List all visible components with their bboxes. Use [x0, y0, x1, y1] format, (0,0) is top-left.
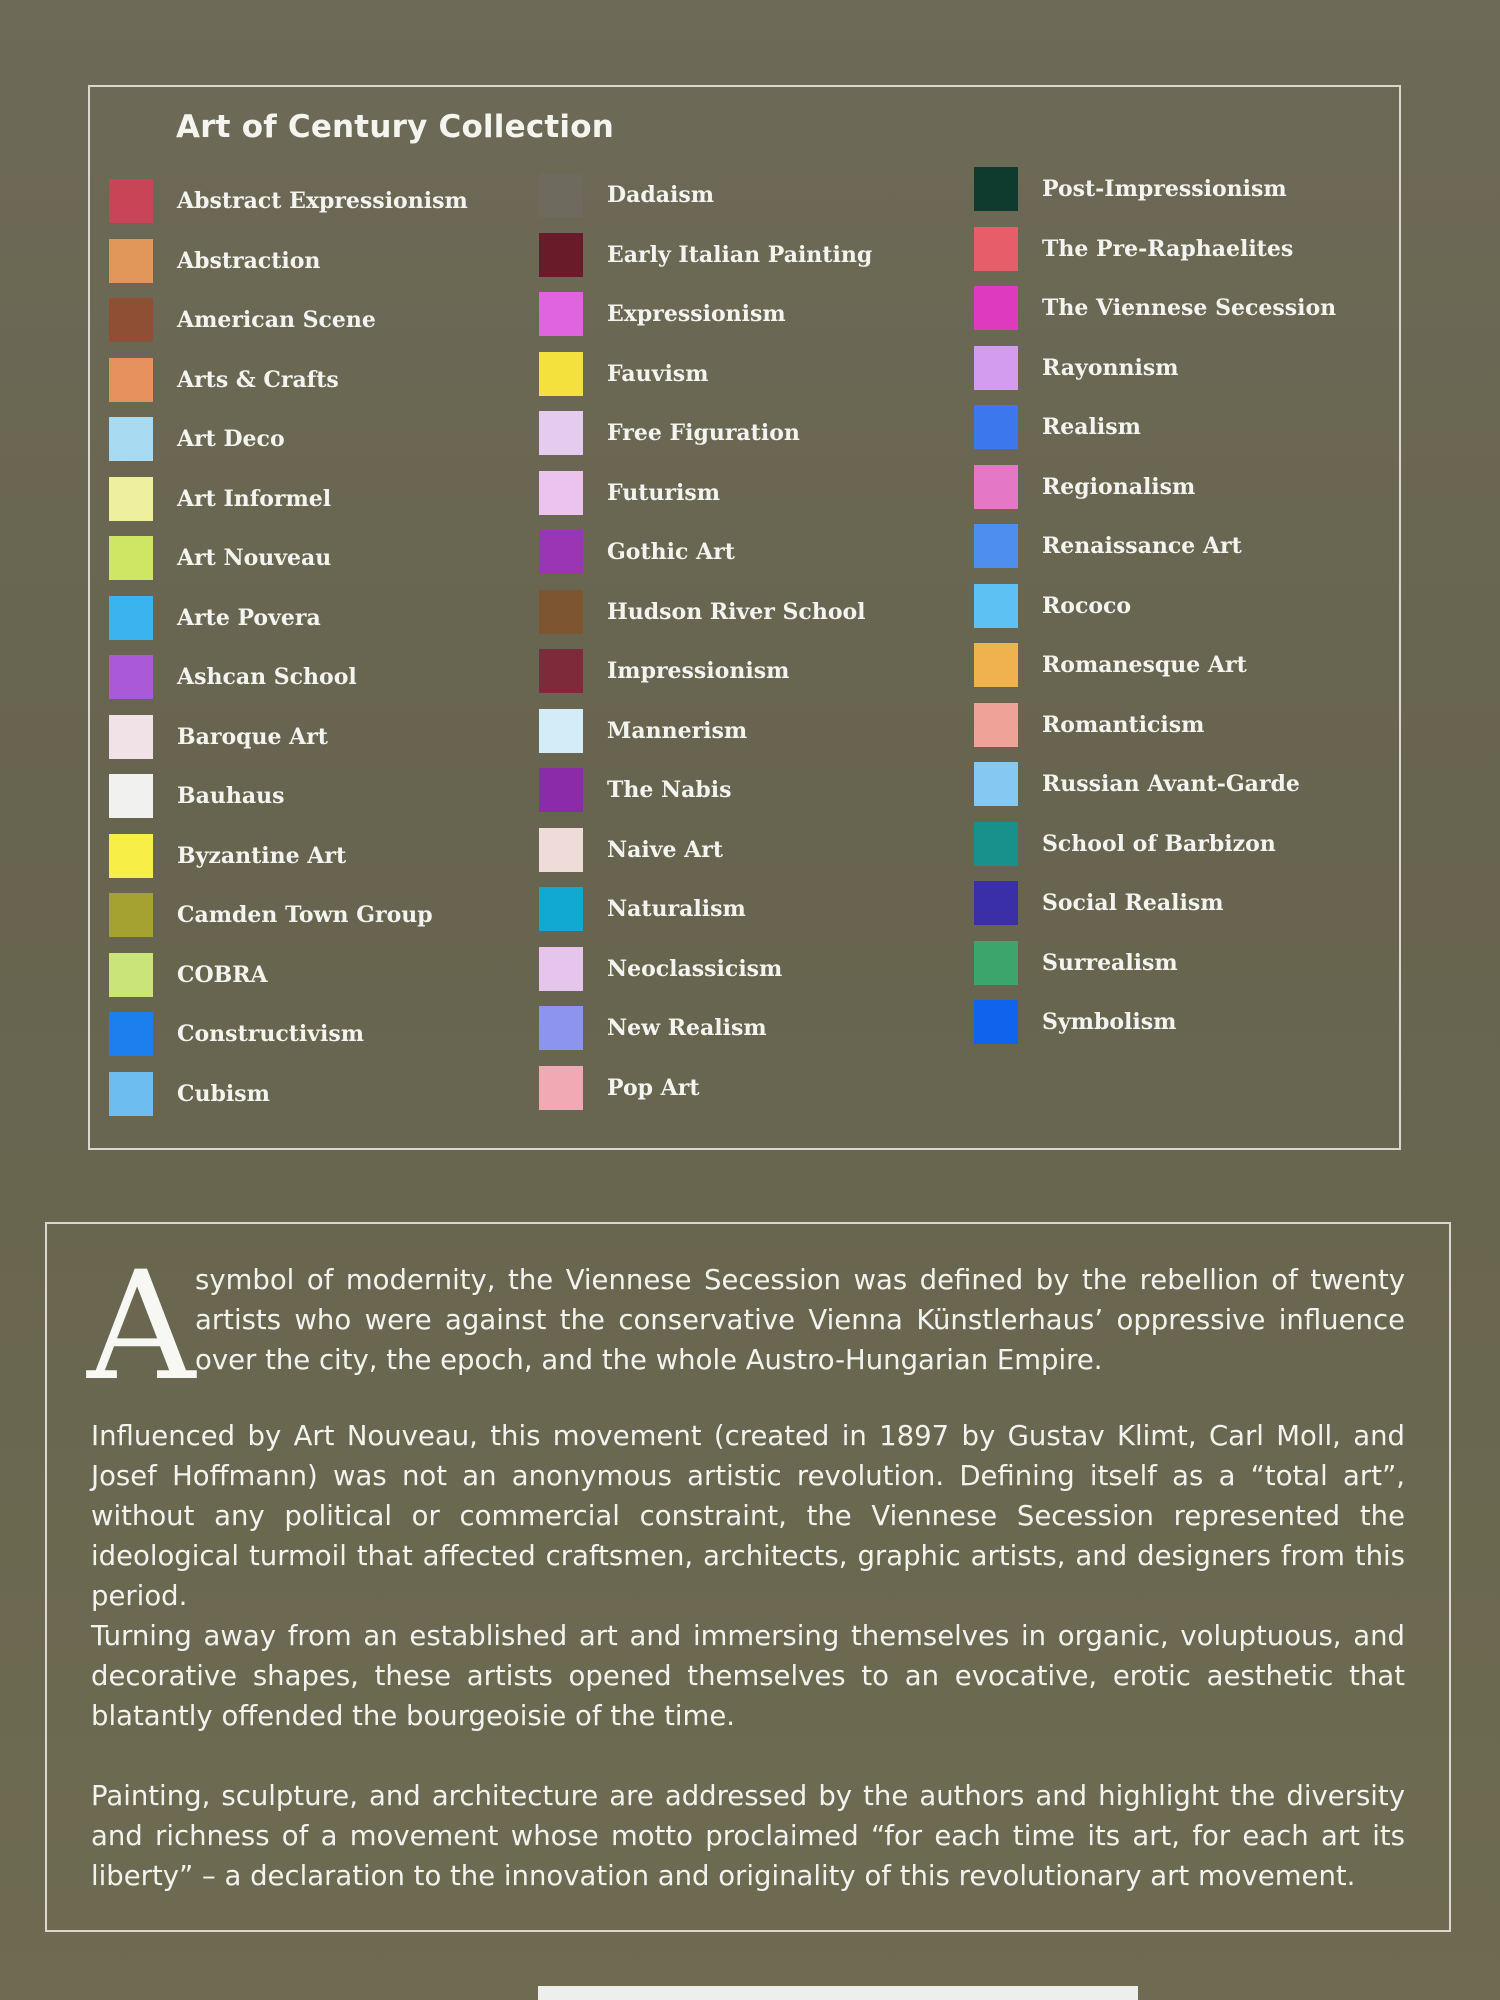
legend-item-label: School of Barbizon: [1042, 831, 1276, 857]
legend-item-label: Baroque Art: [177, 724, 328, 750]
color-swatch: [974, 286, 1018, 330]
legend-item-label: Rococo: [1042, 593, 1132, 619]
drop-cap: A: [87, 1240, 196, 1414]
legend-item-label: The Viennese Secession: [1042, 295, 1337, 321]
legend-item-label: Free Figuration: [607, 420, 800, 446]
legend-item-label: The Nabis: [607, 777, 732, 803]
legend-item-label: Naturalism: [607, 896, 746, 922]
legend-item-label: Pop Art: [607, 1075, 700, 1101]
legend-item-label: Abstraction: [177, 248, 321, 274]
legend-item-label: Mannerism: [607, 718, 748, 744]
color-swatch: [109, 179, 153, 223]
color-swatch: [539, 947, 583, 991]
legend-item-label: Arte Povera: [177, 605, 321, 631]
bottom-edge-strip: [538, 1986, 1138, 2000]
color-swatch: [109, 298, 153, 342]
legend-item-label: COBRA: [177, 962, 268, 988]
legend-item-label: Arts & Crafts: [177, 367, 339, 393]
legend-item-label: Art Deco: [177, 426, 285, 452]
color-swatch: [974, 584, 1018, 628]
color-swatch: [539, 292, 583, 336]
color-swatch: [539, 1006, 583, 1050]
legend-item-label: Naive Art: [607, 837, 723, 863]
color-swatch: [539, 1066, 583, 1110]
color-swatch: [539, 828, 583, 872]
color-swatch: [109, 1012, 153, 1056]
description-panel: [45, 1222, 1451, 1932]
legend-item-label: Camden Town Group: [177, 902, 433, 928]
legend-title: Art of Century Collection: [176, 109, 615, 145]
legend-item-label: Post-Impressionism: [1042, 176, 1287, 202]
legend-item-label: Dadaism: [607, 182, 714, 208]
legend-item-label: Symbolism: [1042, 1009, 1177, 1035]
color-swatch: [539, 411, 583, 455]
color-swatch: [109, 715, 153, 759]
legend-panel: [88, 85, 1401, 1150]
paragraph-4: Painting, sculpture, and architecture are addressed by the authors and highlight the diversity and richness of a movement whose motto proclaimed “for each time its art, for each art its liberty” – a declaration to the innovation and originality of this revolutionary art movement.: [91, 1780, 1405, 1892]
color-swatch: [539, 233, 583, 277]
legend-item-label: Ashcan School: [177, 664, 357, 690]
color-swatch: [539, 709, 583, 753]
legend-item-label: The Pre-Raphaelites: [1042, 236, 1294, 262]
color-swatch: [974, 703, 1018, 747]
color-swatch: [109, 1072, 153, 1116]
color-swatch: [539, 471, 583, 515]
color-swatch: [974, 1000, 1018, 1044]
legend-item-label: Neoclassicism: [607, 956, 783, 982]
legend-item-label: Art Informel: [177, 486, 332, 512]
color-swatch: [109, 477, 153, 521]
color-swatch: [974, 643, 1018, 687]
legend-item-label: Expressionism: [607, 301, 786, 327]
color-swatch: [539, 173, 583, 217]
color-swatch: [539, 649, 583, 693]
color-swatch: [974, 465, 1018, 509]
legend-item-label: Realism: [1042, 414, 1141, 440]
color-swatch: [539, 530, 583, 574]
paragraph-3: Turning away from an established art and immersing themselves in organic, voluptuous, and decorative shapes, these artists opened themselves to an evocative, erotic aesthetic that blatantly offended the bourgeoisie of the time.: [91, 1620, 1405, 1732]
color-swatch: [974, 405, 1018, 449]
color-swatch: [109, 953, 153, 997]
legend-item-label: Art Nouveau: [177, 545, 332, 571]
color-swatch: [109, 536, 153, 580]
legend-item-label: Romanticism: [1042, 712, 1205, 738]
color-swatch: [974, 227, 1018, 271]
color-swatch: [109, 358, 153, 402]
legend-item-label: Early Italian Painting: [607, 242, 873, 268]
paragraph-1: symbol of modernity, the Viennese Secession was defined by the rebellion of twenty artists who were against the conservative Vienna Künstlerhaus’ oppressive influence over the city, the epoch, and the whole Austro-Hungarian Empire.: [195, 1264, 1405, 1376]
color-swatch: [539, 352, 583, 396]
color-swatch: [109, 417, 153, 461]
legend-item-label: Cubism: [177, 1081, 270, 1107]
legend-item-label: Hudson River School: [607, 599, 866, 625]
color-swatch: [109, 239, 153, 283]
legend-item-label: Fauvism: [607, 361, 709, 387]
color-swatch: [109, 774, 153, 818]
legend-item-label: Rayonnism: [1042, 355, 1179, 381]
color-swatch: [974, 881, 1018, 925]
color-swatch: [539, 590, 583, 634]
legend-item-label: Constructivism: [177, 1021, 365, 1047]
color-swatch: [974, 524, 1018, 568]
legend-item-label: Russian Avant-Garde: [1042, 771, 1300, 797]
color-swatch: [109, 834, 153, 878]
legend-item-label: Futurism: [607, 480, 720, 506]
paragraph-2: Influenced by Art Nouveau, this movement (created in 1897 by Gustav Klimt, Carl Moll, and Josef Hoffmann) was not an anonymous artistic revolution. Defining itself as a “total art”, without any political or commercial constraint, the Viennese Secession represented the ideological turmoil that affected craftsmen, architects, graphic artists, and designers from this period.: [91, 1420, 1405, 1612]
color-swatch: [109, 596, 153, 640]
color-swatch: [974, 346, 1018, 390]
legend-item-label: American Scene: [177, 307, 376, 333]
color-swatch: [974, 762, 1018, 806]
legend-item-label: Social Realism: [1042, 890, 1224, 916]
color-swatch: [974, 822, 1018, 866]
color-swatch: [539, 768, 583, 812]
color-swatch: [109, 655, 153, 699]
color-swatch: [974, 941, 1018, 985]
legend-item-label: Gothic Art: [607, 539, 735, 565]
color-swatch: [974, 167, 1018, 211]
legend-item-label: New Realism: [607, 1015, 767, 1041]
color-swatch: [109, 893, 153, 937]
legend-item-label: Byzantine Art: [177, 843, 347, 869]
legend-item-label: Abstract Expressionism: [177, 188, 468, 214]
legend-item-label: Impressionism: [607, 658, 790, 684]
legend-item-label: Surrealism: [1042, 950, 1178, 976]
legend-item-label: Renaissance Art: [1042, 533, 1242, 559]
color-swatch: [539, 887, 583, 931]
legend-item-label: Regionalism: [1042, 474, 1196, 500]
legend-item-label: Bauhaus: [177, 783, 285, 809]
legend-item-label: Romanesque Art: [1042, 652, 1247, 678]
